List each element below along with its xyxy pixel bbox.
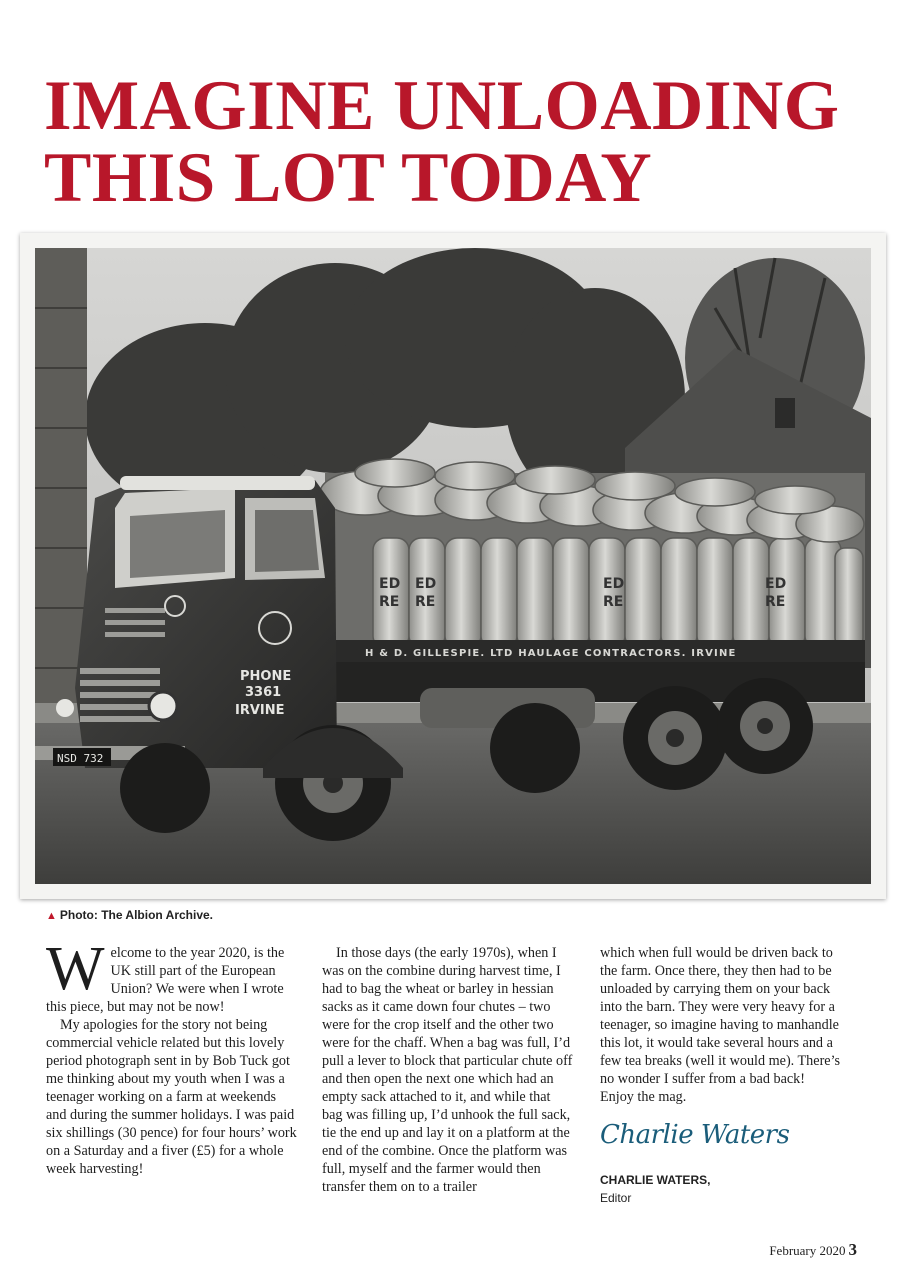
article-column-2 [322, 944, 574, 1196]
svg-text:RE: RE [379, 594, 400, 610]
truck-lettering: H & D. GILLESPIE. LTD HAULAGE CONTRACTORS. IRVINE [365, 648, 737, 659]
truck-photo [35, 248, 871, 884]
photo-caption [46, 908, 213, 922]
paragraph-4: which when full would be driven back to the farm. Once there, they then had to be unloaded by carrying them on your back into the barn. They were very heavy for a teenager, so imagine having to manhandle this lot, it would take several hours and a few tea breaks (well it would me). There’s no wonder I suffer from a bad back! [600, 945, 841, 1087]
paragraph-2: My apologies for the story not being commercial vehicle related but this lovely period photograph sent in by Bob Tuck got me thinking about my youth when I was a teenager working on a farm at weekends and during the summer holidays. I was paid six shillings (30 pence) for four hours’ work on a Saturday and a fiver (£5) for a whole week harvesting! [46, 1017, 297, 1177]
editor-role: Editor [600, 1191, 632, 1205]
svg-text:ED: ED [603, 576, 625, 592]
page-number: 3 [848, 1240, 857, 1259]
paragraph-5: Enjoy the mag. [600, 1089, 687, 1105]
svg-text:ED: ED [379, 576, 401, 592]
page-footer [769, 1240, 857, 1260]
headline-line-1: IMAGINE UNLOADING [44, 67, 840, 145]
door-text-town: IRVINE [235, 703, 285, 718]
photo-frame [20, 233, 886, 899]
paragraph-3: In those days (the early 1970s), when I was on the combine during harvest time, I had to bag the wheat or barley in hessian sacks as it came down four chutes – two were for the crop itself and the other two were for the chaff. When a bag was full, I’d pull a lever to block that particular chute off and then open the next one which had an empty sack attached to it, and while that bag was filling up, I’d unhook the full sack, tie the end up and lay it on a platform at the end of the combine. Once the platform was full, myself and the farmer would then transfer them on to a trailer [322, 945, 573, 1195]
number-plate: NSD 732 [57, 752, 104, 765]
editor-signature: Charlie Waters [600, 1120, 790, 1150]
door-text-phone: PHONE [240, 669, 292, 684]
caption-text: Photo: The Albion Archive. [59, 908, 214, 922]
headline [44, 67, 884, 217]
editor-name: CHARLIE WATERS, [600, 1173, 711, 1187]
svg-text:RE: RE [765, 594, 786, 610]
caption-marker-icon: ▲ [46, 910, 57, 922]
svg-text:RE: RE [415, 594, 436, 610]
issue-date: February 2020 [769, 1243, 846, 1258]
headline-line-2: THIS LOT TODAY [44, 139, 653, 217]
article-column-1 [46, 935, 298, 1178]
article-column-3 [600, 944, 852, 1106]
drop-cap: W [46, 935, 105, 1003]
svg-text:RE: RE [603, 594, 624, 610]
svg-text:ED: ED [415, 576, 437, 592]
svg-text:ED: ED [765, 576, 787, 592]
paragraph-1: Welcome to the year 2020, is the UK still part of the European Union? We were when I wrote this piece, but may not be now! [46, 935, 285, 1015]
door-text-number: 3361 [245, 685, 282, 700]
